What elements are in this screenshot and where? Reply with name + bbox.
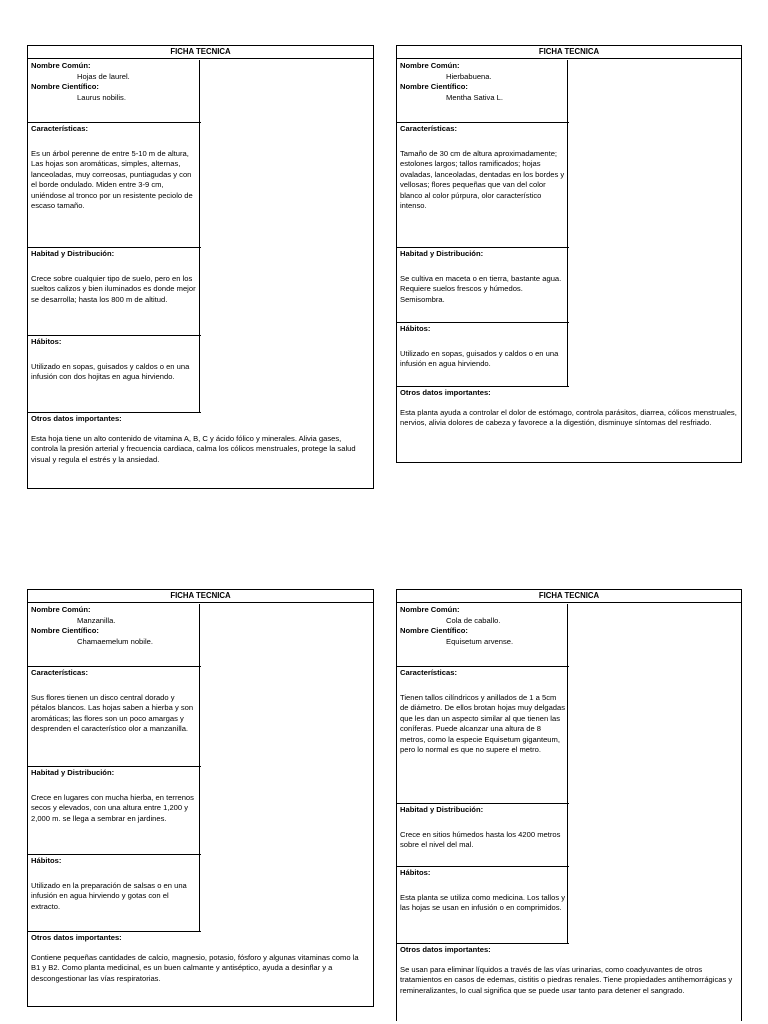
common-name-label: Nombre Común: [400,61,460,70]
habits-label: Hábitos: [400,324,431,333]
card-title: FICHA TECNICA [397,46,741,59]
scientific-name-label: Nombre Científico: [400,626,468,635]
other-data-label: Otros datos importantes: [400,945,491,954]
ficha-card-manzanilla [27,589,374,1007]
card-title: FICHA TECNICA [28,590,373,603]
habitat-label: Habitad y Distribución: [400,805,484,814]
other-data-text: Esta hoja tiene un alto contenido de vitamina A, B, C y ácido fólico y minerales. Alivia gases, controla la presión arterial y frecuencia cardiaca, calma los cólicos menstruales, protege la salud visual y regula el estrés y la ansiedad. [31,433,356,464]
scientific-name-value: Laurus nobilis. [77,92,126,102]
habitat-text: Crece sobre cualquier tipo de suelo, pero en los sueltos calizos y bien iluminados es donde mejor se desarrolla; hasta los 800 m de altitud. [31,273,196,304]
names-section [28,604,201,667]
habitat-section [397,804,569,867]
habits-text: Utilizado en sopas, guisados y caldos o en una infusión en agua hirviendo. [400,348,559,368]
habitat-text: Se cultiva en maceta o en tierra, bastante agua. Requiere suelos frescos y húmedos. Semisombra. [400,273,562,304]
features-section [28,667,201,767]
scientific-name-value: Mentha Sativa L. [446,92,503,102]
features-label: Características: [31,124,88,133]
other-data-section [397,944,740,1020]
habits-label: Hábitos: [31,337,62,346]
habits-label: Hábitos: [31,856,62,865]
names-section [28,60,201,123]
common-name-value: Hierbabuena. [446,71,492,81]
habitat-label: Habitad y Distribución: [400,249,484,258]
other-data-text: Contiene pequeñas cantidades de calcio, magnesio, potasio, fósforo y algunas vitaminas como la B1 y B2. Como planta medicinal, es un buen calmante y antiséptico, ayuda a desinflar y a descongestionar las vías respiratorias. [31,952,359,983]
habits-section [28,336,201,413]
habits-text: Utilizado en sopas, guisados y caldos o en una infusión con dos hojitas en agua hirviendo. [31,361,190,381]
scientific-name-label: Nombre Científico: [31,626,99,635]
scientific-name-label: Nombre Científico: [31,82,99,91]
common-name-value: Manzanilla. [77,615,116,625]
features-label: Características: [400,124,457,133]
habits-text: Esta planta se utiliza como medicina. Los tallos y las hojas se usan en infusión o en comprimidos. [400,892,566,912]
ficha-card-laurel [27,45,374,489]
common-name-label: Nombre Común: [400,605,460,614]
image-placeholder [199,604,373,932]
habitat-section [28,248,201,336]
features-section [397,667,569,804]
names-section [397,60,569,123]
features-section [28,123,201,248]
other-data-text: Se usan para eliminar líquidos a través de las vías urinarias, como coadyuvantes de otros tratamientos en casos de edemas, cistitis o piedras renales. Tiene propiedades antihemorrágicas y remineralizantes, lo cual significa que se puede usar tanto para detener el sangrado. [400,964,733,995]
scientific-name-value: Equisetum arvense. [446,636,514,646]
features-text: Sus flores tienen un disco central dorado y pétalos blancos. Las hojas saben a hierba y son aromáticas; las flores son un poco amargas y desprenden el característico olor a manzanilla. [31,692,194,733]
habitat-section [28,767,201,855]
other-data-section [397,387,740,462]
habits-section [397,323,569,387]
features-label: Características: [400,668,457,677]
common-name-label: Nombre Común: [31,605,91,614]
card-title: FICHA TECNICA [397,590,741,603]
features-label: Características: [31,668,88,677]
common-name-value: Hojas de laurel. [77,71,130,81]
other-data-text: Esta planta ayuda a controlar el dolor de estómago, controla parásitos, diarrea, cólicos menstruales, nervios, alivia dolores de cabeza y favorece a la digestión, disminuye síntomas del resfriado. [400,407,737,427]
habitat-section [397,248,569,323]
other-data-label: Otros datos importantes: [31,414,122,423]
common-name-label: Nombre Común: [31,61,91,70]
other-data-section [28,932,372,1006]
habits-section [28,855,201,932]
habits-text: Utilizado en la preparación de salsas o en una infusión en agua hirviendo y gotas con el extracto. [31,880,187,911]
image-placeholder [567,604,741,944]
habits-label: Hábitos: [400,868,431,877]
names-section [397,604,569,667]
features-section [397,123,569,248]
features-text: Tienen tallos cilíndricos y anillados de 1 a 5cm de diámetro. De ellos brotan hojas muy delgadas que les dan un aspecto similar al que tienen las coníferas. Puede alcanzar una altura de 8 metros, como la especie Equisetum giganteum, pero lo normal es que no supere el metro. [400,692,566,754]
image-placeholder [567,60,741,387]
other-data-label: Otros datos importantes: [400,388,491,397]
other-data-section [28,413,372,488]
habitat-label: Habitad y Distribución: [31,249,115,258]
habitat-text: Crece en sitios húmedos hasta los 4200 metros sobre el nivel del mal. [400,829,561,849]
image-placeholder [199,60,373,413]
habitat-text: Crece en lugares con mucha hierba, en terrenos secos y elevados, con una altura entre 1,200 y 2,000 m. se llega a sembrar en jardines. [31,792,194,823]
habitat-label: Habitad y Distribución: [31,768,115,777]
ficha-card-hierbabuena [396,45,742,463]
habits-section [397,867,569,944]
common-name-value: Cola de caballo. [446,615,501,625]
scientific-name-label: Nombre Científico: [400,82,468,91]
ficha-card-cola-de-caballo [396,589,742,1021]
other-data-label: Otros datos importantes: [31,933,122,942]
features-text: Es un árbol perenne de entre 5-10 m de altura, Las hojas son aromáticas, simples, alternas, lanceoladas, muy correosas, puntiagudas y con el borde ondulado. Miden entre 3-9 cm, uniéndose al tronco por un resistente peciolo de escaso tamaño. [31,148,193,210]
scientific-name-value: Chamaemelum nobile. [77,636,153,646]
card-title: FICHA TECNICA [28,46,373,59]
features-text: Tamaño de 30 cm de altura aproximadamente; estolones largos; tallos ramificados; hojas ovaladas, lanceoladas, dentadas en los bordes y vellosas; flores pequeñas que van del color blanco al color púrpura, olor característico intenso. [400,148,565,210]
